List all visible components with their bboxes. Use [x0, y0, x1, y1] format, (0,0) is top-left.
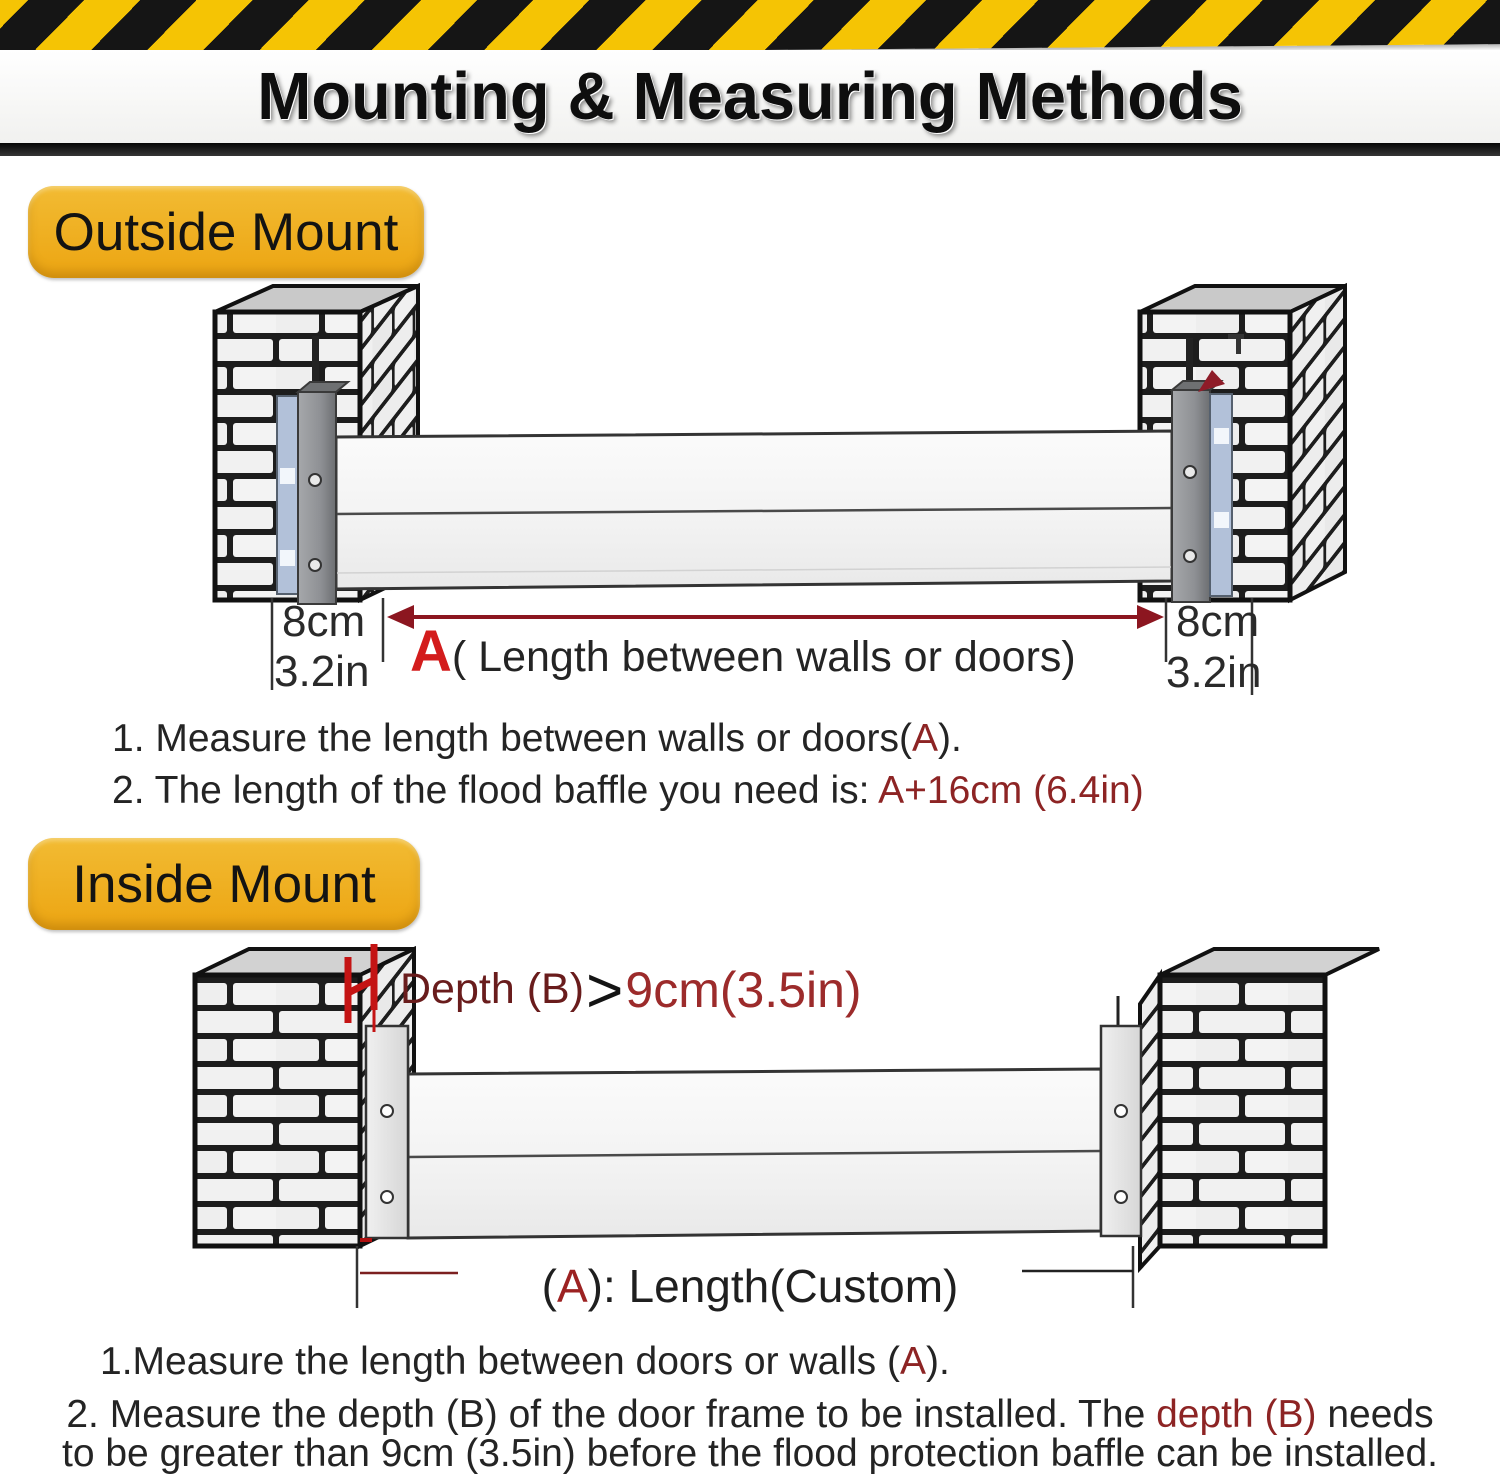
outside-right-offset-cm: 8cm	[1176, 597, 1260, 646]
title-band	[0, 50, 1500, 143]
length-a-description: ( Length between walls or doors)	[451, 633, 1076, 681]
inside-step-1-text: 1.Measure the length between doors or walls (	[100, 1340, 900, 1383]
inside-right-channel	[1101, 996, 1141, 1236]
inside-right-pillar	[1140, 949, 1379, 1268]
inside-mount-badge	[28, 838, 420, 930]
outside-step-1-end: ).	[937, 717, 962, 760]
inside-length-a: A	[556, 1260, 588, 1312]
outside-step-2-formula: A+16cm (6.4in)	[878, 769, 1144, 812]
inside-step-2	[0, 1395, 1500, 1436]
outside-step-1-a: A	[911, 717, 938, 760]
brick-mark	[1236, 334, 1241, 354]
outside-mount-badge	[28, 186, 424, 278]
greater-than-symbol: >	[586, 954, 624, 1026]
inside-length-pre: (	[541, 1260, 557, 1312]
outside-flood-barrier-panel	[336, 431, 1172, 589]
outside-right-offset-in: 3.2in	[1166, 648, 1262, 697]
header-divider-bar	[0, 143, 1500, 156]
inside-step-2-end: needs	[1316, 1393, 1434, 1436]
inside-mount-badge-label: Inside Mount	[72, 854, 376, 914]
outside-step-1	[112, 719, 962, 760]
depth-b-name: Depth (B)	[400, 965, 585, 1014]
inside-step-3-text: to be greater than 9cm (3.5in) before the flood protection baffle can be installed.	[62, 1432, 1438, 1475]
outside-mount-badge-label: Outside Mount	[53, 202, 399, 262]
inside-length-post: ): Length(Custom)	[587, 1260, 959, 1312]
inside-step-1-a: A	[899, 1340, 926, 1383]
outside-step-1-text: 1. Measure the length between walls or doors(	[112, 717, 912, 760]
outside-left-offset-in: 3.2in	[274, 647, 370, 696]
depth-b-value: 9cm(3.5in)	[625, 961, 862, 1018]
inside-step-1	[100, 1342, 950, 1383]
outside-left-offset-cm: 8cm	[282, 597, 366, 646]
inside-step-3	[0, 1434, 1500, 1475]
outside-length-label	[410, 619, 1076, 684]
inside-step-2-depth: depth (B)	[1156, 1393, 1317, 1436]
outside-step-2	[112, 771, 1144, 812]
length-a-symbol: A	[410, 619, 452, 684]
page-title: Mounting & Measuring Methods	[257, 59, 1243, 134]
inside-flood-barrier-panel	[408, 1069, 1101, 1238]
inside-step-2-text: 2. Measure the depth (B) of the door frame to be installed. The	[66, 1393, 1157, 1436]
outside-step-2-text: 2. The length of the flood baffle you need is:	[112, 769, 879, 812]
inside-step-1-end: ).	[925, 1340, 950, 1383]
inside-length-label	[430, 1262, 1070, 1310]
depth-b-label	[400, 954, 862, 1026]
